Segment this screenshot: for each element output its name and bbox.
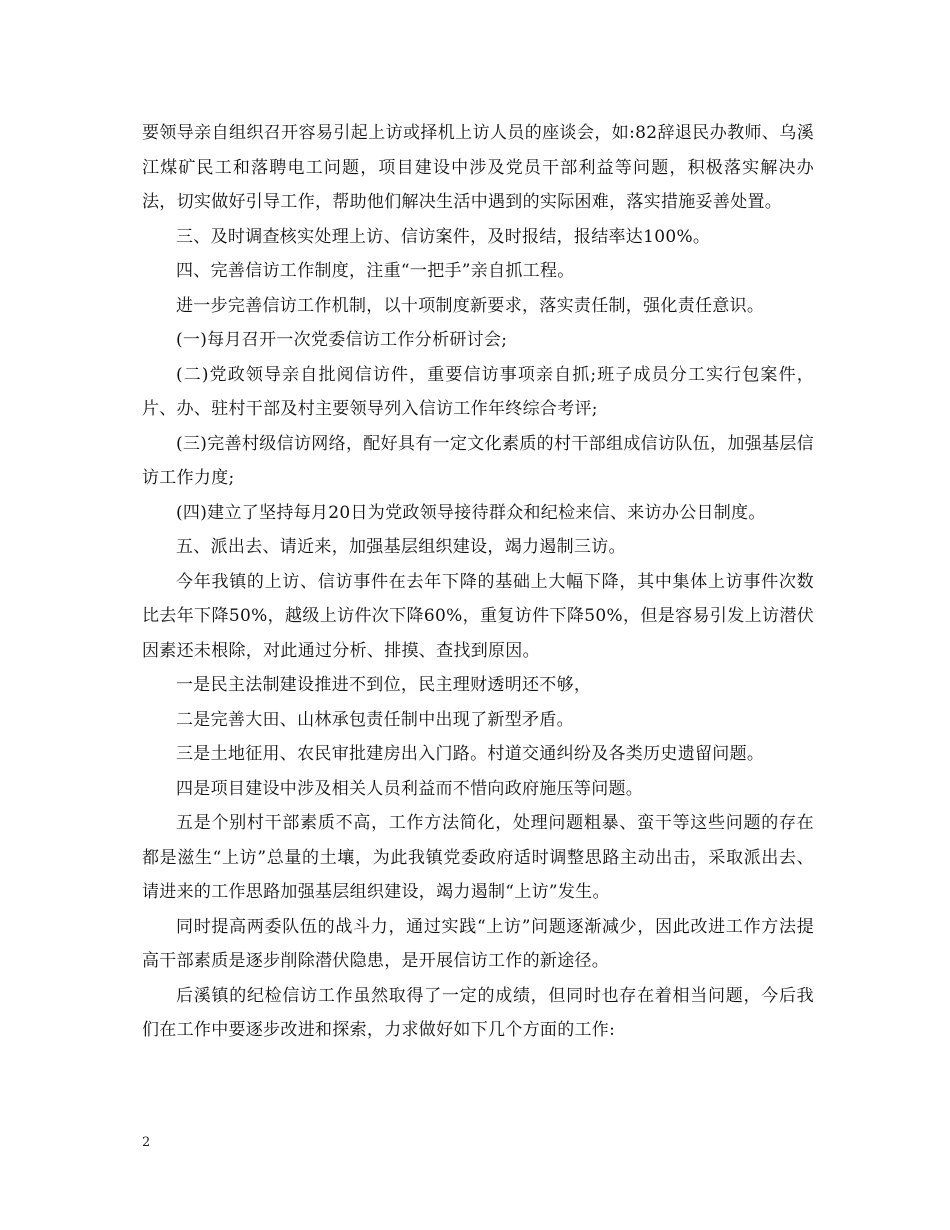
- page-number: 2: [142, 1135, 151, 1150]
- paragraph: (一)每月召开一次党委信访工作分析研讨会;: [176, 330, 508, 350]
- paragraph: 三是土地征用、农民审批建房出入门路。村道交通纠纷及各类历史遗留问题。: [176, 744, 765, 764]
- paragraph: 进一步完善信访工作机制，以十项制度新要求，落实责任制，强化责任意识。: [176, 295, 765, 316]
- paragraph: (三)完善村级信访网络，配好具有一定文化素质的村干部组成信访队伍，加强基层信访工作力度;: [142, 433, 814, 488]
- paragraph: 五是个别村干部素质不高，工作方法简化，处理问题粗暴、蛮干等这些问题的存在都是滋生“上访”总量的土壤，为此我镇党委政府适时调整思路主动出击，采取派出去、请进来的工作思路加强基层组织建设，竭力遏制“上访”发生。: [142, 813, 814, 902]
- paragraph: 要领导亲自组织召开容易引起上访或择机上访人员的座谈会，如:82辞退民办教师、乌溪江煤矿民工和落聘电工问题，项目建设中涉及党员干部利益等问题，积极落实解决办法，切实做好引导工作，帮助他们解决生活中遇到的实际困难，落实措施妥善处置。: [142, 123, 814, 212]
- paragraph: 五、派出去、请近来，加强基层组织建设，竭力遏制三访。: [176, 537, 626, 557]
- paragraph: 后溪镇的纪检信访工作虽然取得了一定的成绩，但同时也存在着相当问题，今后我们在工作中要逐步改进和探索，力求做好如下几个方面的工作:: [142, 985, 814, 1040]
- paragraph: 四、完善信访工作制度，注重“一把手”亲自抓工程。: [176, 261, 575, 281]
- paragraph: (四)建立了坚持每月20日为党政领导接待群众和纪检来信、来访办公日制度。: [176, 502, 766, 523]
- paragraph: 今年我镇的上访、信访事件在去年下降的基础上大幅下降，其中集体上访事件次数比去年下降50%，越级上访件次下降60%，重复访件下降50%，但是容易引发上访潜伏因素还未根除，对此通过分析、排摸、查找到原因。: [142, 571, 814, 661]
- body-text: [142, 116, 814, 1048]
- paragraph: 四是项目建设中涉及相关人员利益而不惜向政府施压等问题。: [176, 778, 644, 799]
- paragraph: 同时提高两委队伍的战斗力，通过实践“上访”问题逐渐减少，因此改进工作方法提高干部素质是逐步削除潜伏隐患，是开展信访工作的新途径。: [142, 916, 814, 971]
- paragraph: (二)党政领导亲自批阅信访件，重要信访事项亲自抓;班子成员分工实行包案件，片、办、驻村干部及村主要领导列入信访工作年终综合考评;: [142, 364, 814, 419]
- paragraph: 三、及时调查核实处理上访、信访案件，及时报结，报结率达100%。: [176, 226, 711, 247]
- paragraph: 一是民主法制建设推进不到位，民主理财透明还不够，: [176, 675, 592, 695]
- paragraph: 二是完善大田、山林承包责任制中出现了新型矛盾。: [176, 709, 574, 730]
